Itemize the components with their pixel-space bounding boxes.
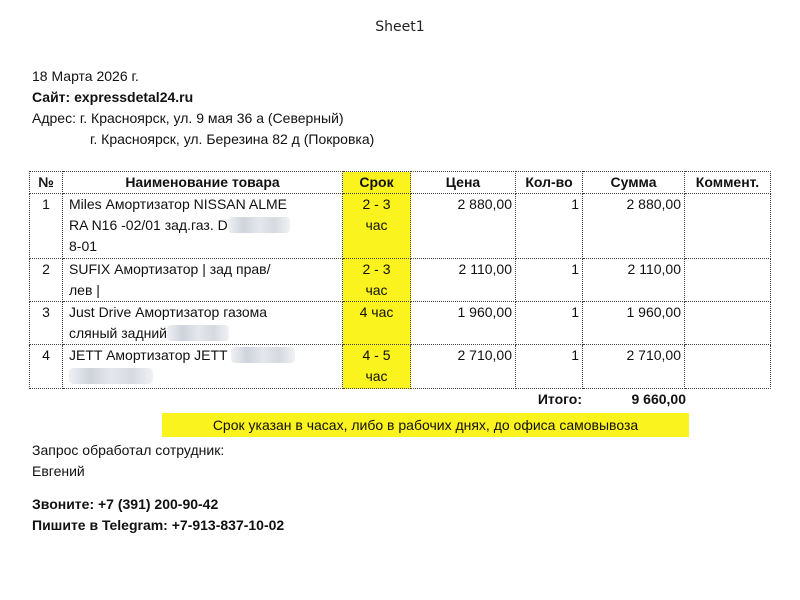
product-name-line: RA N16 -02/01 зад.газ. D bbox=[69, 215, 339, 236]
product-name-line: Just Drive Амортизатор газома bbox=[69, 304, 268, 320]
product-name-line bbox=[69, 366, 339, 387]
redacted-blur bbox=[69, 368, 153, 384]
qty-cell: 1 bbox=[516, 345, 583, 389]
sum-cell: 2 710,00 bbox=[583, 345, 685, 389]
product-name bbox=[63, 259, 343, 302]
table-header-row bbox=[30, 172, 771, 194]
row-number: 2 bbox=[30, 259, 63, 302]
qty-cell: 1 bbox=[516, 259, 583, 302]
column-header-price: Цена bbox=[411, 172, 516, 194]
column-header-comment: Коммент. bbox=[685, 172, 771, 194]
total-value: 9 660,00 bbox=[631, 391, 686, 407]
price-cell: 2 710,00 bbox=[411, 345, 516, 389]
total-label: Итого: bbox=[537, 391, 582, 407]
sum-cell: 2 880,00 bbox=[583, 194, 685, 259]
product-name-line: 8-01 bbox=[69, 238, 98, 254]
address-line-1: Адрес: г. Красноярск, ул. 9 мая 36 а (Северный) bbox=[32, 110, 344, 126]
employee-name: Евгений bbox=[32, 463, 85, 479]
redacted-blur bbox=[228, 217, 290, 233]
site-line: Сайт: expressdetal24.ru bbox=[32, 89, 194, 105]
delivery-notice: Срок указан в часах, либо в рабочих днях, до офиса самовывоза bbox=[162, 413, 689, 437]
processed-by-label: Запрос обработал сотрудник: bbox=[32, 442, 225, 458]
product-name-line: JETT Амортизатор JETT bbox=[69, 345, 339, 366]
table-row bbox=[30, 259, 771, 302]
comment-cell bbox=[685, 194, 771, 259]
term-cell: 4 - 5 час bbox=[343, 345, 411, 389]
column-header-qty: Кол-во bbox=[516, 172, 583, 194]
row-number: 4 bbox=[30, 345, 63, 389]
table-row bbox=[30, 302, 771, 345]
product-name bbox=[63, 302, 343, 345]
price-cell: 2 880,00 bbox=[411, 194, 516, 259]
order-table bbox=[29, 171, 771, 389]
table-row bbox=[30, 194, 771, 259]
redacted-blur bbox=[167, 325, 229, 341]
product-name-line: сляный задний bbox=[69, 323, 339, 344]
comment-cell bbox=[685, 259, 771, 302]
price-cell: 2 110,00 bbox=[411, 259, 516, 302]
term-cell: 2 - 3 час bbox=[343, 194, 411, 259]
column-header-term: Срок bbox=[343, 172, 411, 194]
totals-row bbox=[0, 391, 800, 411]
qty-cell: 1 bbox=[516, 194, 583, 259]
column-header-name: Наименование товара bbox=[63, 172, 343, 194]
document-date: 18 Марта 2026 г. bbox=[32, 68, 139, 84]
header-info bbox=[32, 66, 374, 150]
column-header-num: № bbox=[30, 172, 63, 194]
footer-info bbox=[32, 440, 284, 536]
row-number: 3 bbox=[30, 302, 63, 345]
product-name-line: Miles Амортизатор NISSAN ALME bbox=[69, 196, 287, 212]
sum-cell: 2 110,00 bbox=[583, 259, 685, 302]
sheet-title: Sheet1 bbox=[375, 19, 425, 35]
phone-line: Звоните: +7 (391) 200-90-42 bbox=[32, 496, 219, 512]
column-header-sum: Сумма bbox=[583, 172, 685, 194]
product-name-line: лев | bbox=[69, 282, 100, 298]
redacted-blur bbox=[231, 347, 295, 363]
term-cell: 2 - 3 час bbox=[343, 259, 411, 302]
price-cell: 1 960,00 bbox=[411, 302, 516, 345]
row-number: 1 bbox=[30, 194, 63, 259]
comment-cell bbox=[685, 345, 771, 389]
product-name bbox=[63, 345, 343, 389]
comment-cell bbox=[685, 302, 771, 345]
product-name-line: SUFIX Амортизатор | зад прав/ bbox=[69, 261, 271, 277]
address-line-2: г. Красноярск, ул. Березина 82 д (Покровка) bbox=[90, 131, 375, 147]
product-name bbox=[63, 194, 343, 259]
telegram-line: Пишите в Telegram: +7-913-837-10-02 bbox=[32, 517, 285, 533]
qty-cell: 1 bbox=[516, 302, 583, 345]
sum-cell: 1 960,00 bbox=[583, 302, 685, 345]
table-row bbox=[30, 345, 771, 389]
term-cell: 4 час bbox=[343, 302, 411, 345]
